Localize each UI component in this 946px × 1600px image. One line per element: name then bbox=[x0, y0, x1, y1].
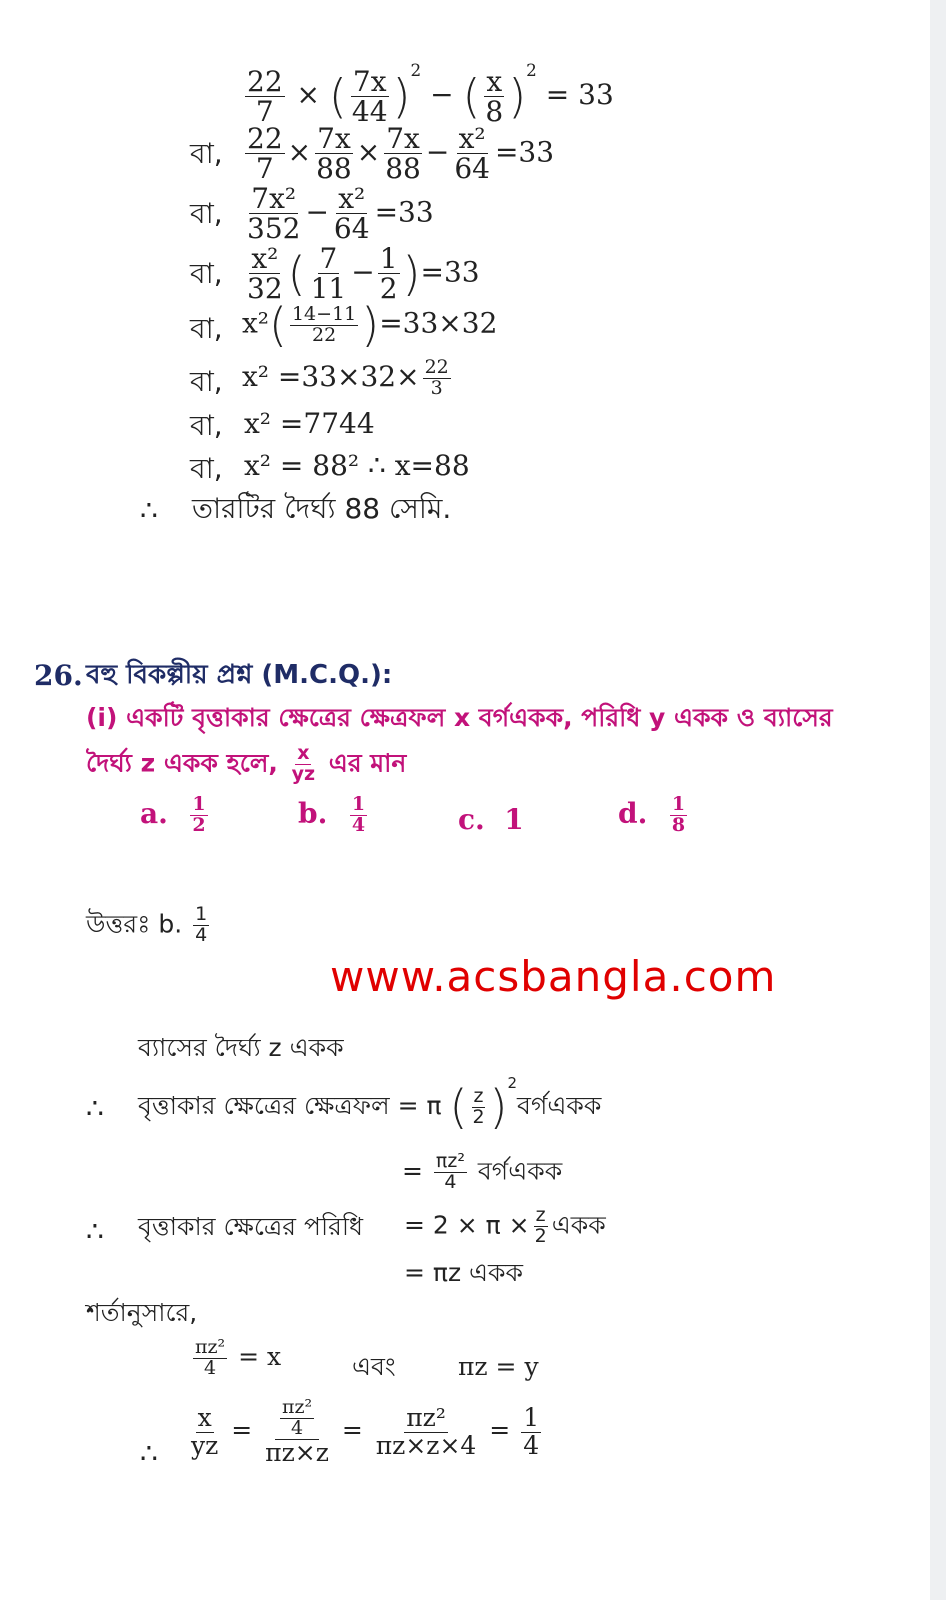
therefore-symbol: ∴ bbox=[140, 494, 158, 527]
eq-line-7: x² =7744 bbox=[244, 407, 375, 440]
ba-label: বা, bbox=[190, 409, 223, 442]
condition-eq-1: $\frac{\text{πz²}}{4}$ = x bbox=[195, 1336, 282, 1379]
perimeter-label: বৃত্তাকার ক্ষেত্রের পরিধি bbox=[138, 1212, 364, 1241]
option-a[interactable]: a. $\frac{1}{2}$ bbox=[140, 793, 206, 836]
watermark-url: www.acsbangla.com bbox=[330, 952, 777, 1001]
eq-line-1: $\frac{22}{7}$ × ( $\frac{7x}{44}$ )$^2$ − ( $\frac{x}{8}$ )$^2$ = 33 bbox=[247, 60, 614, 128]
final-equation: $\frac{x}{yz}$ = $\frac{\frac{\text{πz²}}{4}}{\pi z\times z}$ = $\frac{\text{πz²}}{\pi z\times z\times 4}$ = $\frac{1}{4}$ bbox=[191, 1396, 540, 1467]
ba-label: বা, bbox=[190, 312, 223, 345]
option-d[interactable]: d. $\frac{1}{8}$ bbox=[618, 793, 686, 836]
conclusion-text: তারটির দৈর্ঘ্য 88 সেমি. bbox=[192, 492, 452, 525]
question-text-line1: (i) একটি বৃত্তাকার ক্ষেত্রের ক্ষেত্রফল x বর্গএকক, পরিধি y একক ও ব্যাসের bbox=[86, 703, 833, 732]
option-c[interactable]: c. 1 bbox=[458, 803, 524, 836]
perimeter-line-2: = πz একক bbox=[404, 1258, 524, 1287]
ba-label: বা, bbox=[190, 137, 223, 170]
question-heading: বহু বিকল্পীয় প্রশ্ন (M.C.Q.): bbox=[86, 660, 393, 690]
question-text-line2: দৈর্ঘ্য z একক হলে, $\frac{x}{yz}$ এর মান bbox=[86, 742, 407, 785]
and-word: এবং bbox=[352, 1352, 396, 1381]
eq-line-8: x² = 88² ∴ x=88 bbox=[244, 449, 470, 482]
ba-label: বা, bbox=[190, 197, 223, 230]
area-line: বৃত্তাকার ক্ষেত্রের ক্ষেত্রফল = π ( $\frac{z}{2}$ )$^2$বর্গএকক bbox=[138, 1074, 602, 1134]
therefore-symbol: ∴ bbox=[86, 1092, 104, 1125]
answer: উত্তরঃ b. $\frac{1}{4}$ bbox=[86, 903, 208, 946]
perimeter-line: = 2 × π × $\frac{z}{2}$ একক bbox=[404, 1204, 606, 1247]
ba-label: বা, bbox=[190, 257, 223, 290]
area-line-2: = $\frac{\text{πz²}}{4}$ বর্গএকক bbox=[402, 1150, 563, 1193]
eq-line-5: x²( $\frac{14-11}{22}$ )=33×32 bbox=[242, 298, 498, 352]
eq-line-3: $\frac{\text{7x²}}{352}$ − $\frac{\text{x²}}{64}$ =33 bbox=[247, 182, 434, 246]
eq-line-4: $\frac{\text{x²}}{32}$ ( $\frac{7}{11}$ − $\frac{1}{2}$ )=33 bbox=[247, 242, 480, 306]
therefore-symbol: ∴ bbox=[86, 1215, 104, 1248]
eq-line-6: x² =33×32× $\frac{22}{3}$ bbox=[242, 356, 449, 399]
ba-label: বা, bbox=[190, 452, 223, 485]
condition-eq-2: πz = y bbox=[458, 1352, 539, 1381]
therefore-symbol: ∴ bbox=[140, 1437, 158, 1470]
ba-label: বা, bbox=[190, 365, 223, 398]
solution-intro: ব্যাসের দৈর্ঘ্য z একক bbox=[138, 1033, 344, 1062]
condition-label: শর্তানুসারে, bbox=[86, 1298, 198, 1327]
question-number: 26. bbox=[34, 659, 83, 692]
option-b[interactable]: b. $\frac{1}{4}$ bbox=[298, 793, 366, 836]
eq-line-2: $\frac{22}{7}$ × $\frac{7x}{88}$ × $\frac{7x}{88}$ − $\frac{\text{x²}}{64}$ =33 bbox=[247, 122, 555, 186]
